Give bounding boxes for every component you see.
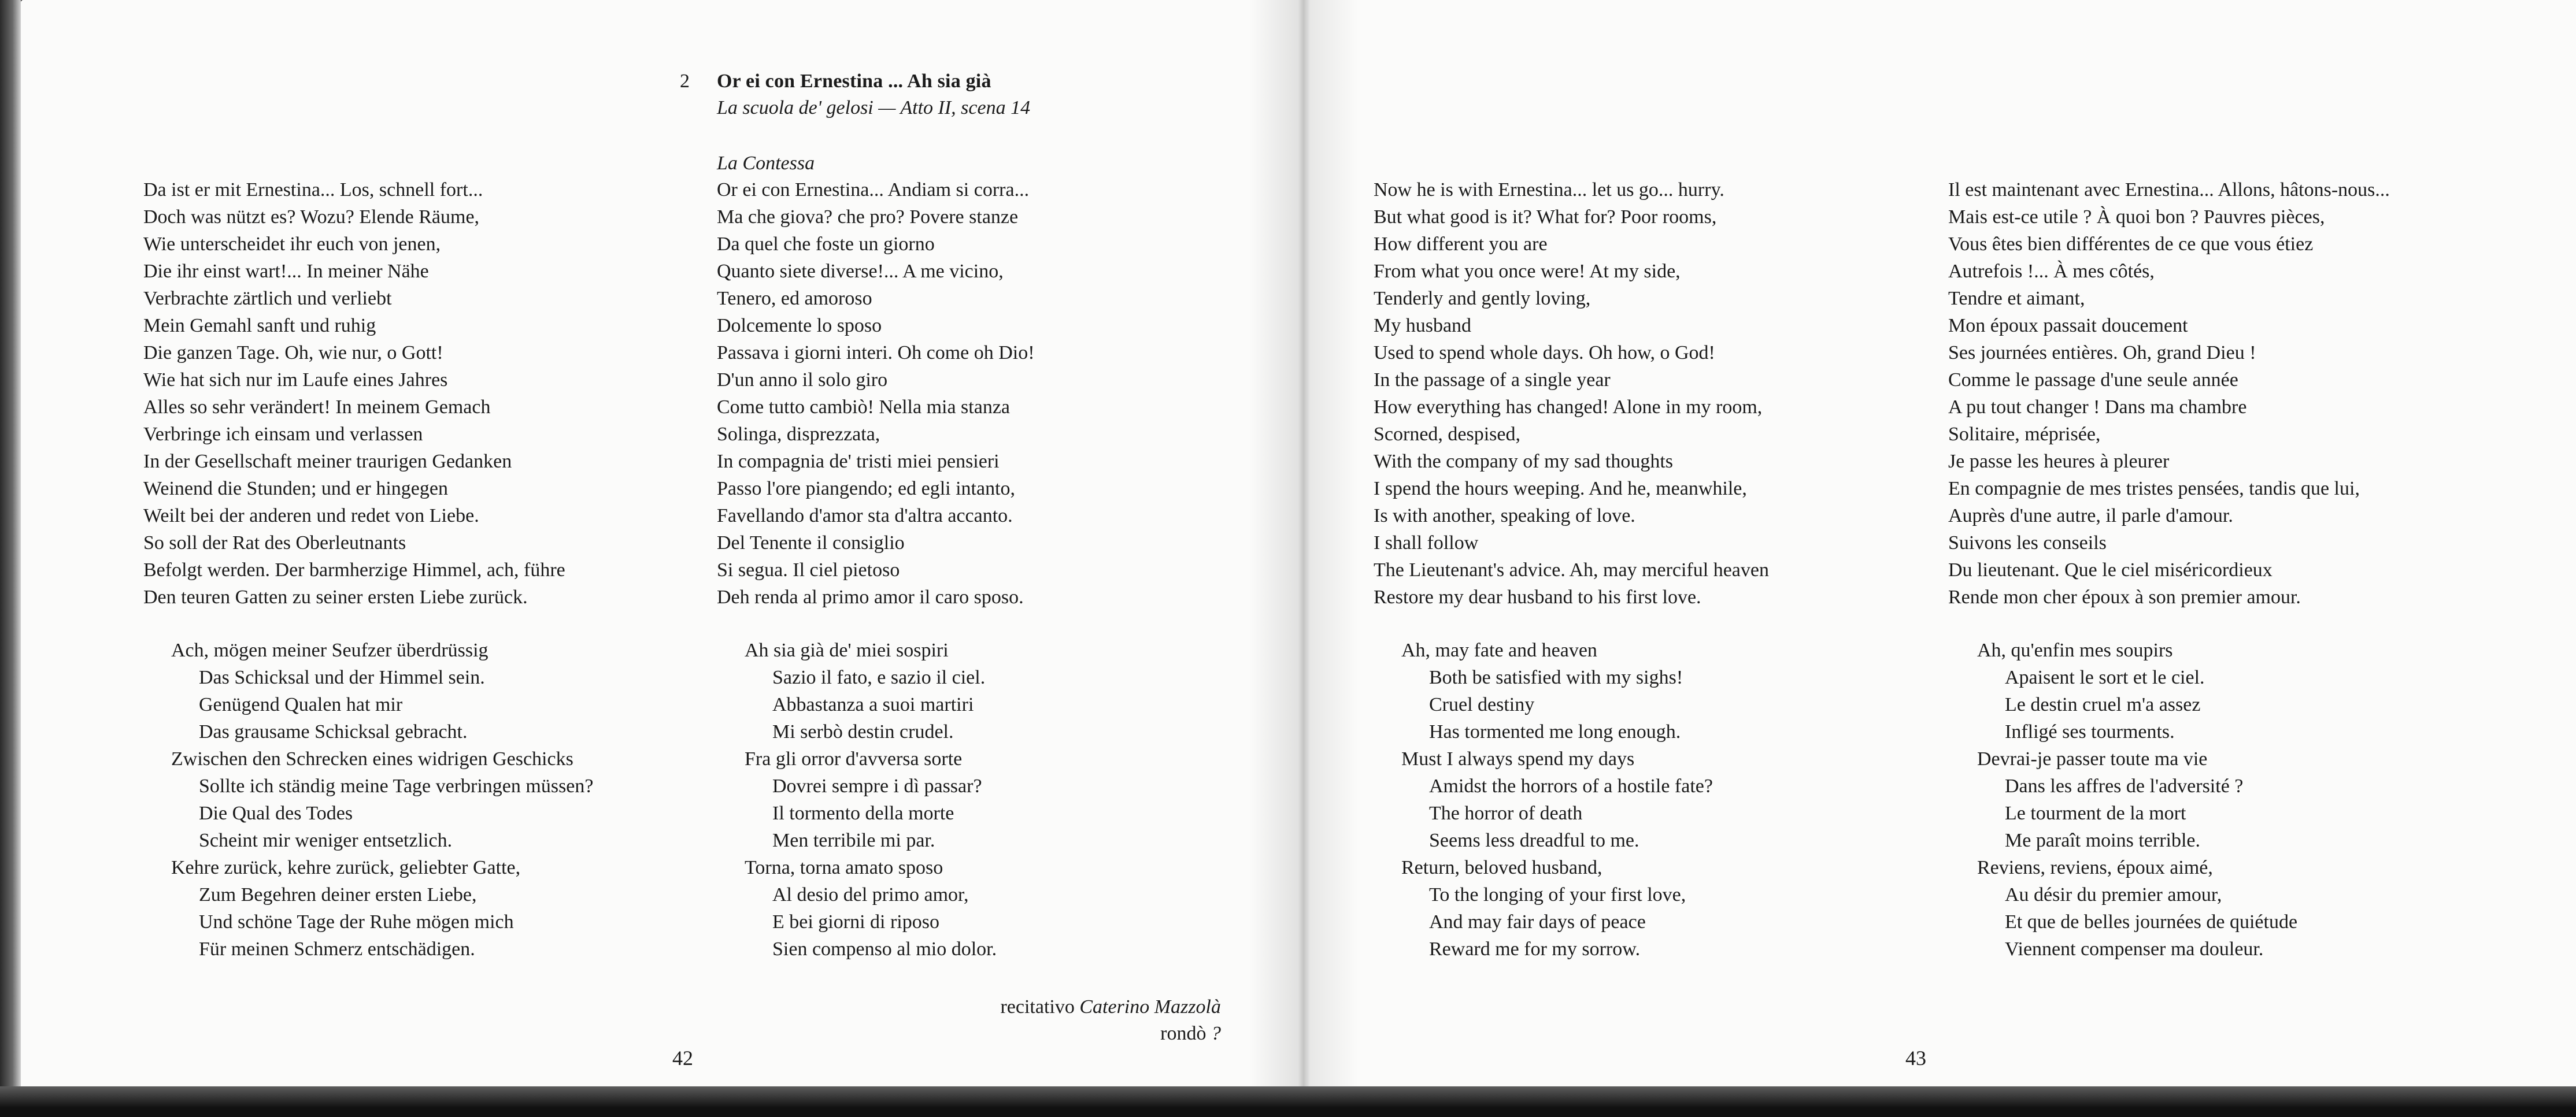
piece-number: 2 bbox=[680, 70, 690, 92]
verse-line: In the passage of a single year bbox=[1374, 369, 1611, 391]
verse-line: To the longing of your first love, bbox=[1429, 884, 1686, 906]
verse-line: Genügend Qualen hat mir bbox=[199, 694, 403, 715]
verse-line: Scorned, despised, bbox=[1374, 424, 1521, 445]
verse-line: Sazio il fato, e sazio il ciel. bbox=[772, 667, 986, 688]
verse-line: E bei giorni di riposo bbox=[772, 911, 939, 933]
verse-line: Ma che giova? che pro? Povere stanze bbox=[717, 206, 1019, 228]
verse-line: How different you are bbox=[1374, 233, 1548, 255]
verse-line: Dolcemente lo sposo bbox=[717, 315, 882, 336]
verse-line: Tenderly and gently loving, bbox=[1374, 288, 1591, 309]
verse-line: Fra gli orror d'avversa sorte bbox=[745, 748, 963, 770]
verse-line: Au désir du premier amour, bbox=[2005, 884, 2222, 906]
verse-line: A pu tout changer ! Dans ma chambre bbox=[1948, 396, 2247, 418]
verse-line: Torna, torna amato sposo bbox=[745, 857, 943, 878]
verse-line: Restore my dear husband to his first love. bbox=[1374, 587, 1701, 608]
french-aria bbox=[1977, 637, 2297, 963]
verse-line: Autrefois !... À mes côtés, bbox=[1948, 261, 2155, 282]
english-aria bbox=[1401, 637, 1713, 963]
verse-line: But what good is it? What for? Poor rooms, bbox=[1374, 206, 1717, 228]
verse-line: Zum Begehren deiner ersten Liebe, bbox=[199, 884, 477, 906]
verse-line: Je passe les heures à pleurer bbox=[1948, 451, 2170, 472]
credit-recitativo bbox=[1000, 994, 1221, 1020]
verse-line: Ses journées entières. Oh, grand Dieu ! bbox=[1948, 342, 2256, 363]
verse-line: Return, beloved husband, bbox=[1401, 857, 1602, 878]
verse-line: And may fair days of peace bbox=[1429, 911, 1646, 933]
credit-rondo bbox=[1160, 1020, 1221, 1047]
verse-line: Den teuren Gatten zu seiner ersten Liebe zurück. bbox=[143, 587, 528, 608]
verse-line: Dans les affres de l'adversité ? bbox=[2005, 775, 2244, 797]
verse-line: Must I always spend my days bbox=[1401, 748, 1635, 770]
verse-line: Tendre et aimant, bbox=[1948, 288, 2085, 309]
verse-line: Passava i giorni interi. Oh come oh Dio! bbox=[717, 342, 1035, 363]
verse-line: Now he is with Ernestina... let us go... hurry. bbox=[1374, 179, 1724, 201]
verse-line: Die Qual des Todes bbox=[199, 803, 353, 824]
verse-line: Sien compenso al mio dolor. bbox=[772, 938, 997, 960]
credit-label: recitativo bbox=[1000, 996, 1080, 1018]
verse-line: Et que de belles journées de quiétude bbox=[2005, 911, 2298, 933]
piece-subtitle: La scuola de' gelosi — Atto II, scena 14 bbox=[717, 97, 1031, 118]
verse-line: Ah sia già de' miei sospiri bbox=[745, 640, 949, 661]
verse-line: Has tormented me long enough. bbox=[1429, 721, 1681, 743]
credit-label: rondò bbox=[1160, 1023, 1211, 1044]
bottom-shadow bbox=[0, 1086, 2576, 1117]
verse-line: The horror of death bbox=[1429, 803, 1583, 824]
verse-line: Or ei con Ernestina... Andiam si corra... bbox=[717, 179, 1030, 201]
verse-line: With the company of my sad thoughts bbox=[1374, 451, 1674, 472]
italian-aria bbox=[745, 637, 997, 963]
french-recitative bbox=[1948, 176, 2390, 611]
verse-line: Solinga, disprezzata, bbox=[717, 424, 880, 445]
book-gutter bbox=[1249, 0, 1359, 1092]
verse-line: My husband bbox=[1374, 315, 1472, 336]
verse-line: Reviens, reviens, époux aimé, bbox=[1977, 857, 2213, 878]
verse-line: Amidst the horrors of a hostile fate? bbox=[1429, 775, 1713, 797]
verse-line: Wie unterscheidet ihr euch von jenen, bbox=[143, 233, 441, 255]
verse-line: Da quel che foste un giorno bbox=[717, 233, 935, 255]
verse-line: Verbringe ich einsam und verlassen bbox=[143, 424, 423, 445]
verse-line: Il tormento della morte bbox=[772, 803, 954, 824]
verse-line: Devrai-je passer toute ma vie bbox=[1977, 748, 2208, 770]
verse-line: From what you once were! At my side, bbox=[1374, 261, 1681, 282]
verse-line: Apaisent le sort et le ciel. bbox=[2005, 667, 2205, 688]
verse-line: Cruel destiny bbox=[1429, 694, 1535, 715]
verse-line: Favellando d'amor sta d'altra accanto. bbox=[717, 505, 1013, 526]
verse-line: Mi serbò destin crudel. bbox=[772, 721, 954, 743]
verse-line: Used to spend whole days. Oh how, o God! bbox=[1374, 342, 1715, 363]
verse-line: Al desio del primo amor, bbox=[772, 884, 969, 906]
speaker-name: La Contessa bbox=[717, 153, 815, 174]
italian-recitative bbox=[717, 176, 1035, 611]
verse-line: In compagnia de' tristi miei pensieri bbox=[717, 451, 1000, 472]
verse-line: Die ganzen Tage. Oh, wie nur, o Gott! bbox=[143, 342, 443, 363]
verse-line: Wie hat sich nur im Laufe eines Jahres bbox=[143, 369, 448, 391]
verse-line: Befolgt werden. Der barmherzige Himmel, ach, führe bbox=[143, 559, 565, 581]
verse-line: Passo l'ore piangendo; ed egli intanto, bbox=[717, 478, 1016, 499]
page-number-right: 43 bbox=[1905, 1047, 1926, 1070]
verse-line: Men terribile mi par. bbox=[772, 830, 935, 851]
verse-line: Le destin cruel m'a assez bbox=[2005, 694, 2201, 715]
verse-line: Si segua. Il ciel pietoso bbox=[717, 559, 900, 581]
verse-line: Das Schicksal und der Himmel sein. bbox=[199, 667, 485, 688]
verse-line: Quanto siete diverse!... A me vicino, bbox=[717, 261, 1004, 282]
verse-line: Doch was nützt es? Wozu? Elende Räume, bbox=[143, 206, 480, 228]
english-recitative bbox=[1374, 176, 1769, 611]
verse-line: I spend the hours weeping. And he, meanwhile, bbox=[1374, 478, 1747, 499]
verse-line: Mais est-ce utile ? À quoi bon ? Pauvres pièces, bbox=[1948, 206, 2325, 228]
verse-line: Das grausame Schicksal gebracht. bbox=[199, 721, 468, 743]
verse-line: Weilt bei der anderen und redet von Liebe. bbox=[143, 505, 479, 526]
verse-line: Alles so sehr verändert! In meinem Gemach bbox=[143, 396, 491, 418]
credit-author: Caterino Mazzolà bbox=[1079, 996, 1221, 1018]
verse-line: Sollte ich ständig meine Tage verbringen müssen? bbox=[199, 775, 594, 797]
book-edge bbox=[0, 0, 21, 1092]
verse-line: Verbrachte zärtlich und verliebt bbox=[143, 288, 392, 309]
verse-line: Die ihr einst wart!... In meiner Nähe bbox=[143, 261, 429, 282]
verse-line: Ah, qu'enfin mes soupirs bbox=[1977, 640, 2173, 661]
verse-line: Und schöne Tage der Ruhe mögen mich bbox=[199, 911, 514, 933]
verse-line: Rende mon cher époux à son premier amour. bbox=[1948, 587, 2301, 608]
verse-line: Dovrei sempre i dì passar? bbox=[772, 775, 982, 797]
verse-line: Reward me for my sorrow. bbox=[1429, 938, 1641, 960]
verse-line: Del Tenente il consiglio bbox=[717, 532, 905, 554]
verse-line: Come tutto cambiò! Nella mia stanza bbox=[717, 396, 1011, 418]
verse-line: Du lieutenant. Que le ciel miséricordieux bbox=[1948, 559, 2272, 581]
verse-line: I shall follow bbox=[1374, 532, 1479, 554]
verse-line: So soll der Rat des Oberleutnants bbox=[143, 532, 406, 554]
german-recitative bbox=[143, 176, 565, 611]
verse-line: Auprès d'une autre, il parle d'amour. bbox=[1948, 505, 2233, 526]
verse-line: Zwischen den Schrecken eines widrigen Geschicks bbox=[171, 748, 573, 770]
verse-line: Me paraît moins terrible. bbox=[2005, 830, 2201, 851]
verse-line: D'un anno il solo giro bbox=[717, 369, 888, 391]
verse-line: Comme le passage d'une seule année bbox=[1948, 369, 2238, 391]
credit-unknown-mark: ? bbox=[1211, 1023, 1221, 1044]
verse-line: Both be satisfied with my sighs! bbox=[1429, 667, 1683, 688]
verse-line: Mein Gemahl sanft und ruhig bbox=[143, 315, 376, 336]
verse-line: Solitaire, méprisée, bbox=[1948, 424, 2101, 445]
verse-line: Da ist er mit Ernestina... Los, schnell fort... bbox=[143, 179, 483, 201]
piece-title: Or ei con Ernestina ... Ah sia già bbox=[717, 70, 991, 92]
verse-line: Viennent compenser ma douleur. bbox=[2005, 938, 2264, 960]
verse-line: Scheint mir weniger entsetzlich. bbox=[199, 830, 453, 851]
verse-line: Mon époux passait doucement bbox=[1948, 315, 2188, 336]
german-aria bbox=[171, 637, 594, 963]
verse-line: Deh renda al primo amor il caro sposo. bbox=[717, 587, 1024, 608]
verse-line: En compagnie de mes tristes pensées, tandis que lui, bbox=[1948, 478, 2360, 499]
verse-line: Ah, may fate and heaven bbox=[1401, 640, 1597, 661]
verse-line: Suivons les conseils bbox=[1948, 532, 2107, 554]
verse-line: Weinend die Stunden; und er hingegen bbox=[143, 478, 448, 499]
verse-line: How everything has changed! Alone in my room, bbox=[1374, 396, 1763, 418]
verse-line: Seems less dreadful to me. bbox=[1429, 830, 1639, 851]
page-number-left: 42 bbox=[672, 1047, 693, 1070]
verse-line: The Lieutenant's advice. Ah, may merciful heaven bbox=[1374, 559, 1769, 581]
verse-line: Tenero, ed amoroso bbox=[717, 288, 872, 309]
verse-line: Infligé ses tourments. bbox=[2005, 721, 2175, 743]
verse-line: In der Gesellschaft meiner traurigen Gedanken bbox=[143, 451, 512, 472]
verse-line: Is with another, speaking of love. bbox=[1374, 505, 1635, 526]
verse-line: Il est maintenant avec Ernestina... Allons, hâtons-nous... bbox=[1948, 179, 2390, 201]
verse-line: Kehre zurück, kehre zurück, geliebter Gatte, bbox=[171, 857, 521, 878]
verse-line: Für meinen Schmerz entschädigen. bbox=[199, 938, 475, 960]
verse-line: Vous êtes bien différentes de ce que vous étiez bbox=[1948, 233, 2314, 255]
verse-line: Le tourment de la mort bbox=[2005, 803, 2186, 824]
verse-line: Ach, mögen meiner Seufzer überdrüssig bbox=[171, 640, 488, 661]
verse-line: Abbastanza a suoi martiri bbox=[772, 694, 974, 715]
